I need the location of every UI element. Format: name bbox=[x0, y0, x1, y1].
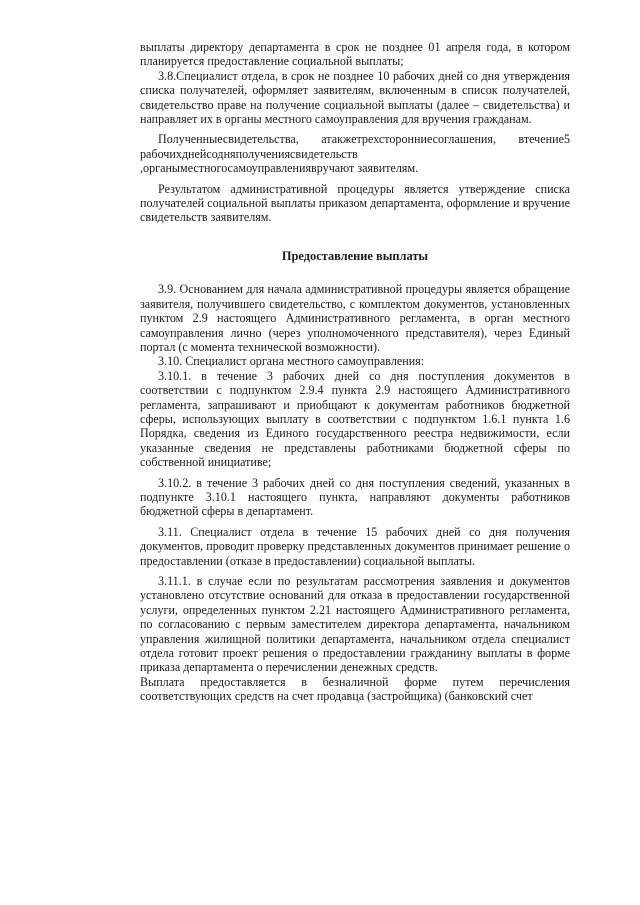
paragraph-continuation: выплаты директору департамента в срок не позднее 01 апреля года, в котором планируется предоставление социальной выплаты; bbox=[140, 40, 570, 69]
paragraph-3-10-2: 3.10.2. в течение 3 рабочих дней со дня поступления сведений, указанных в подпункте 3.10.1 настоящего пункта, направляют документы работников бюджетной сферы в департамент. bbox=[140, 475, 570, 519]
paragraph-3-11: 3.11. Специалист отдела в течение 15 рабочих дней со дня получения документов, проводит проверку представленных документов принимает решение о предоставлении (отказе в предоставлении) социальной выплаты. bbox=[140, 524, 570, 568]
paragraph-payment-method: Выплата предоставляется в безналичной форме путем перечисления соответствующих средств на счет продавца (застройщика) (банковский счет bbox=[140, 674, 570, 704]
paragraph-3-9: 3.9. Основанием для начала административной процедуры является обращение заявителя, получившего свидетельство, с комплектом документов, установленных пунктом 2.9 настоящего Административного регламента, в орган местного самоуправления лично (через уполномоченного представителя), через Единый портал (с момента технической возможности). bbox=[140, 282, 570, 354]
document-body bbox=[140, 40, 570, 704]
paragraph-procedure-result: Результатом административной процедуры является утверждение списка получателей социальной выплаты приказом департамента, оформление и вручение свидетельств заявителям. bbox=[140, 181, 570, 225]
paragraph-3-10-1: 3.10.1. в течение 3 рабочих дней со дня поступления документов в соответствии с подпунктом 2.9.4 пункта 2.9 настоящего Административного регламента, запрашивают и приобщают к документам работников бюджетной сферы, использующих выплату в соответствии с подпунктом 1.6.1 пункта 1.6 Порядка, сведения из Единого государственного реестра недвижимости, если указанные сведения не представлены работниками бюджетной сферы по собственной инициативе; bbox=[140, 368, 570, 470]
section-heading: Предоставление выплаты bbox=[281, 248, 429, 263]
paragraph-3-8: 3.8.Специалист отдела, в срок не позднее 10 рабочих дней со дня утверждения списка получателей, оформляет заявителям, включенным в список получателей, свидетельство праве на получение социальной выплаты (далее – свидетельства) и направляет их в органы местного самоуправления для вручения гражданам. bbox=[140, 68, 570, 127]
paragraph-3-10: 3.10. Специалист органа местного самоуправления: bbox=[158, 354, 425, 369]
paragraph-certificates-received: Полученныесвидетельства, атакжетрехсторонниесоглашения, втечение5 рабочихднейсодняполучениясвидетельств bbox=[140, 132, 570, 161]
paragraph-certificates-handover: ,органыместногосамоуправлениявручают заявителям. bbox=[140, 161, 419, 176]
paragraph-3-11-1: 3.11.1. в случае если по результатам рассмотрения заявления и документов установлено отсутствие оснований для отказа в предоставлении государственной услуги, определенных пунктом 2.21 настоящего Административного регламента, по согласованию с первым заместителем директора департамента, начальником управления жилищной политики департамента, начальником отдела специалист отдела готовит проект решения о предоставлении гражданину выплаты в форме приказа департамента о перечислении денежных средств. bbox=[140, 574, 570, 675]
